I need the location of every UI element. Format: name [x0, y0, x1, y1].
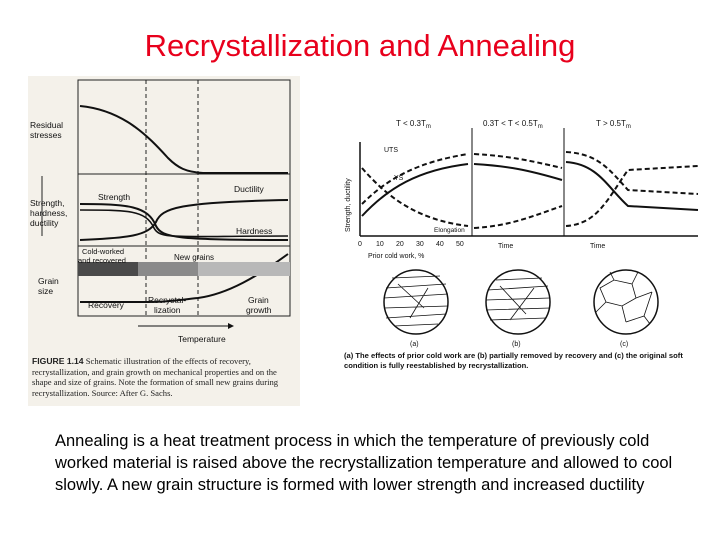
- x-tick: 50: [456, 241, 464, 248]
- microstructure-a: [384, 270, 448, 334]
- x-axis-label-c: Time: [590, 243, 606, 250]
- x-tick: 30: [416, 241, 424, 248]
- figure-graphic: [338, 108, 702, 348]
- body-paragraph: Annealing is a heat treatment process in which the temperature of previously cold worked material is raised above the recrystallization temperature and allowed to cool slowly. A new grain structure is formed with lower strength and increased ductility: [55, 432, 673, 494]
- x-tick: 40: [436, 241, 444, 248]
- elongation-curve-b: [474, 206, 562, 228]
- sub-label-c: (c): [620, 341, 629, 348]
- strength-hardness-ductility-label: Strength, hardness, ductility: [30, 198, 68, 228]
- ductility-label: Ductility: [234, 184, 264, 194]
- y-axis-label: Strength, ductility: [345, 178, 352, 232]
- sub-label-a: (a): [410, 341, 419, 348]
- grain-size-label: Grain size: [38, 276, 59, 296]
- recovery-label: Recovery: [88, 300, 124, 310]
- new-grain-band: [138, 262, 198, 276]
- uts-curve-c: [566, 152, 698, 194]
- x-tick: 10: [376, 241, 384, 248]
- uts-label: UTS: [384, 147, 398, 154]
- slide-title: Recrystallization and Annealing: [144, 28, 576, 63]
- new-grains-label: New grains: [174, 253, 215, 262]
- arrow-head: [228, 323, 234, 329]
- residual-stresses-label: Residual stresses: [30, 120, 64, 140]
- cold-worked-label: Cold-worked and recovered: [78, 247, 126, 265]
- ys-curve-b: [474, 164, 562, 180]
- grain-growth-band: [198, 262, 290, 276]
- figure-caption: (a) The effects of prior cold work are (b) partially removed by recovery and (c) the original soft condition is fully reestablished by recrystallization.: [344, 351, 683, 370]
- strength-label: Strength: [98, 192, 131, 202]
- sub-label-b: (b): [512, 341, 521, 348]
- ys-curve: [362, 164, 468, 216]
- grain-growth-label: Grain growth: [246, 295, 272, 315]
- temperature-label: Temperature: [178, 334, 226, 344]
- panel-b-title: $0.3T < T < 0.5T_m$: [483, 119, 543, 130]
- recovery-recrystallization-figure: [28, 76, 300, 406]
- x-axis-label-b: Time: [498, 243, 514, 250]
- elongation-curve-c: [566, 166, 698, 226]
- ys-label: YS: [394, 175, 404, 182]
- cold-work-effects-figure: [338, 108, 702, 378]
- panel-c-title: $T > 0.5T_m$: [596, 119, 631, 130]
- recrystallization-label: Recrystal-lization: [148, 295, 187, 315]
- uts-curve: [362, 154, 468, 204]
- figure-caption: [32, 356, 294, 398]
- caption-text: Schematic illustration of the effects of recovery, recrystallization, and grain growth on mechanical properties and on the shape and size of grains. Note the formation of small new grains during recrystallization. Source: After G. Sachs.: [32, 356, 279, 398]
- hardness-label: Hardness: [236, 226, 273, 236]
- x-axis-label-a: Prior cold work, %: [368, 253, 425, 260]
- panel-a-title: $T < 0.3T_m$: [396, 119, 431, 130]
- elongation-label: Elongation: [434, 227, 465, 234]
- caption-label: FIGURE 1.14: [32, 356, 84, 366]
- x-tick: 20: [396, 241, 404, 248]
- microstructure-b: [486, 270, 550, 334]
- residual-stress-curve: [80, 106, 288, 173]
- x-tick: 0: [358, 241, 362, 248]
